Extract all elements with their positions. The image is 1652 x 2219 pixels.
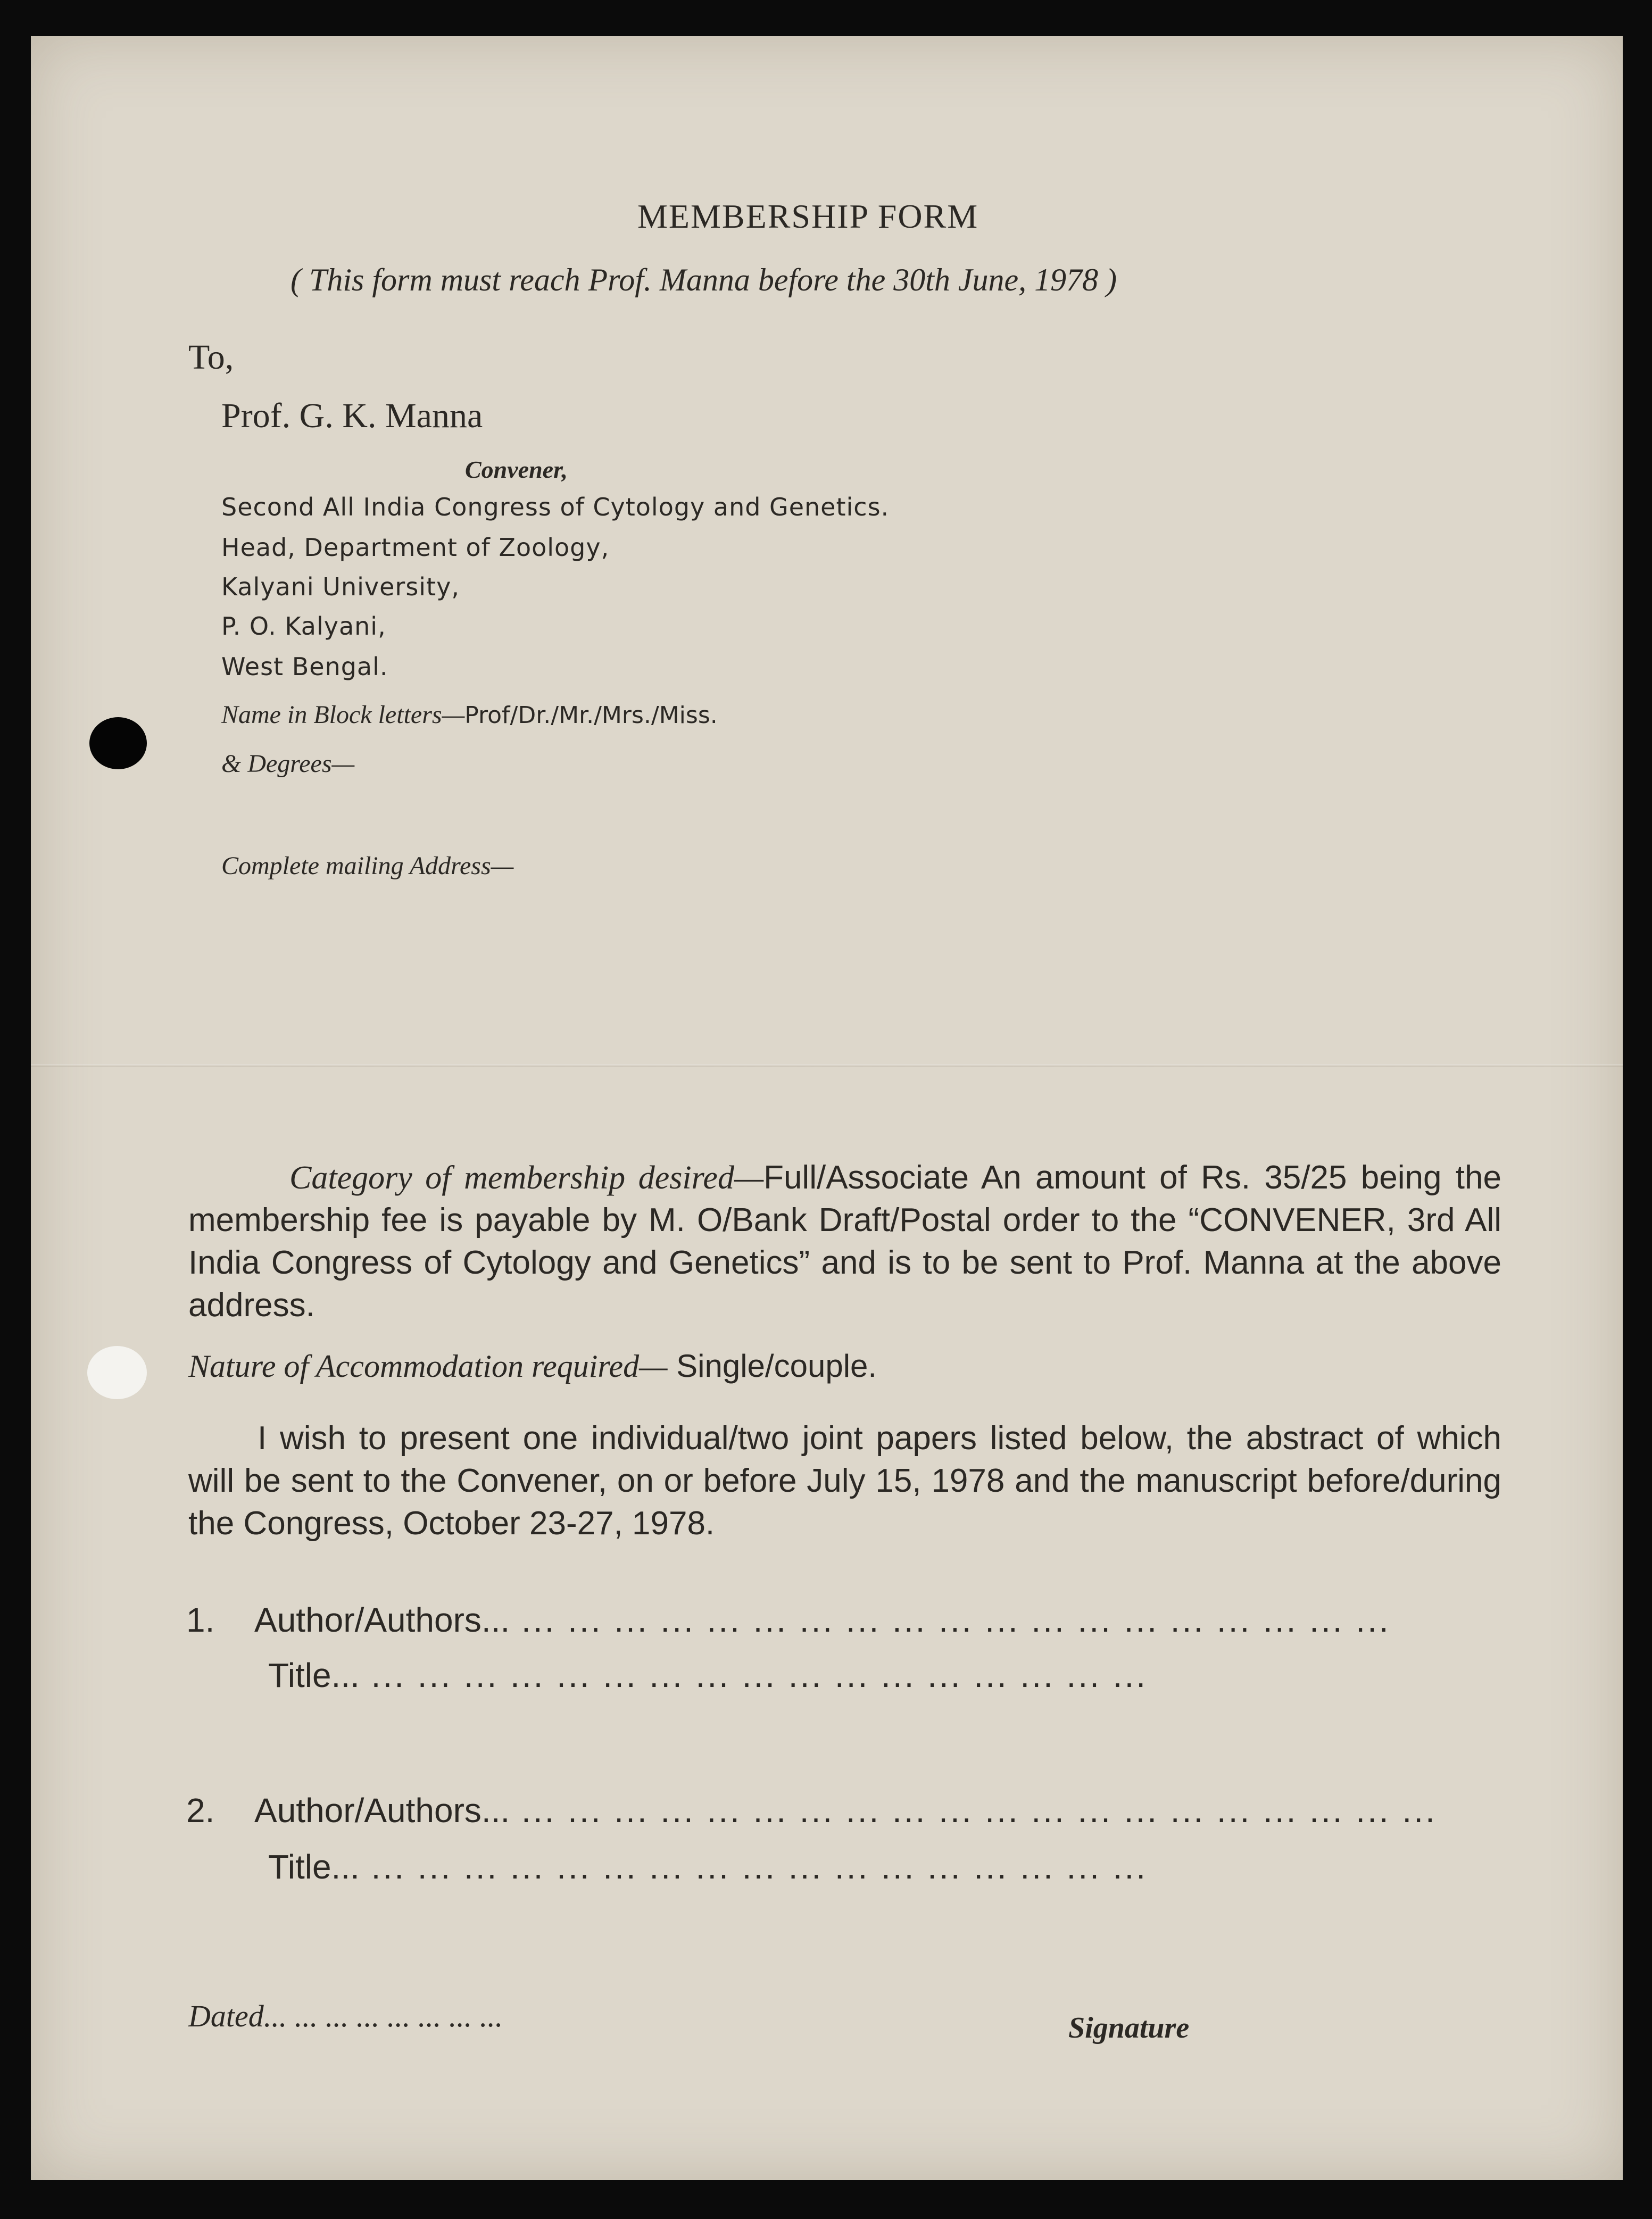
punch-hole-top: [89, 717, 147, 769]
address-line: P. O. Kalyani,: [221, 612, 386, 641]
category-text: Full/Associate An amount of Rs. 35/25 being the membership fee is payable by M. O/Bank Draft/Postal order to the “CONVENER, 3rd All India Congress of Cytology and Genetics” and is to be sent to Prof. Manna at the above address.: [188, 1159, 1501, 1324]
address-line: Kalyani University,: [221, 572, 460, 601]
category-label: Category of membership desired—: [289, 1160, 764, 1196]
name-field-label: Name in Block letters—: [221, 701, 465, 729]
dotted-fill-line: ... ... ... ... ... ... ... ... ... ... ... ... ... ... ... ... ...: [359, 1848, 1148, 1886]
recipient-role: Convener,: [465, 456, 568, 483]
name-field: [221, 700, 718, 729]
paper-1-title-field: [268, 1656, 1148, 1695]
degrees-field-label: & Degrees—: [221, 750, 355, 778]
membership-category-paragraph: [188, 1157, 1501, 1327]
dotted-fill-line: ... ... ... ... ... ... ... ... ... ... ... ... ... ... ... ... ...: [359, 1656, 1148, 1694]
membership-form-page: [31, 36, 1623, 2180]
address-line: West Bengal.: [221, 652, 388, 681]
paper-presentation-paragraph: I wish to present one individual/two joint papers listed below, the abstract of which will be sent to the Convener, on or before July 15, 1978 and the manuscript before/during the Congress, October 23-27, 1978.: [188, 1420, 1501, 1542]
paper-fold-crease: [31, 1064, 1623, 1067]
authors-label: Author/Authors...: [254, 1601, 510, 1639]
address-salutation: To,: [188, 338, 234, 377]
address-line: Second All India Congress of Cytology and Genetics.: [221, 493, 890, 521]
mailing-address-field-label: Complete mailing Address—: [221, 852, 514, 880]
form-deadline-note: ( This form must reach Prof. Manna before the 30th June, 1978 ): [290, 262, 1117, 297]
title-label: Title...: [268, 1848, 360, 1886]
paper-2-title-field: [268, 1847, 1148, 1886]
accommodation-label: Nature of Accommodation required—: [188, 1349, 668, 1384]
dotted-fill-line: ... ... ... ... ... ... ... ... ... ... ... ... ... ... ... ... ... ... ...: [510, 1601, 1391, 1639]
accommodation-paragraph: [188, 1345, 1501, 1387]
recipient-name: Prof. G. K. Manna: [221, 396, 483, 435]
signature-label: Signature: [1068, 2012, 1190, 2045]
paper-1-authors-field: [254, 1600, 1391, 1640]
paper-number: 2.: [186, 1791, 215, 1830]
punch-hole-bottom: [87, 1346, 147, 1399]
paper-number: 1.: [186, 1601, 215, 1639]
accommodation-options: Single/couple.: [667, 1348, 877, 1384]
name-title-options: Prof/Dr./Mr./Mrs./Miss.: [464, 702, 718, 729]
address-line: Head, Department of Zoology,: [221, 533, 610, 562]
paper-2-authors-field: [254, 1791, 1437, 1830]
dated-field: Dated... ... ... ... ... ... ... ...: [188, 1999, 503, 2033]
title-label: Title...: [268, 1656, 360, 1694]
dotted-fill-line: ... ... ... ... ... ... ... ... ... ... ... ... ... ... ... ... ... ... ... ...: [510, 1791, 1437, 1830]
form-title: MEMBERSHIP FORM: [637, 197, 979, 235]
authors-label: Author/Authors...: [254, 1791, 510, 1830]
